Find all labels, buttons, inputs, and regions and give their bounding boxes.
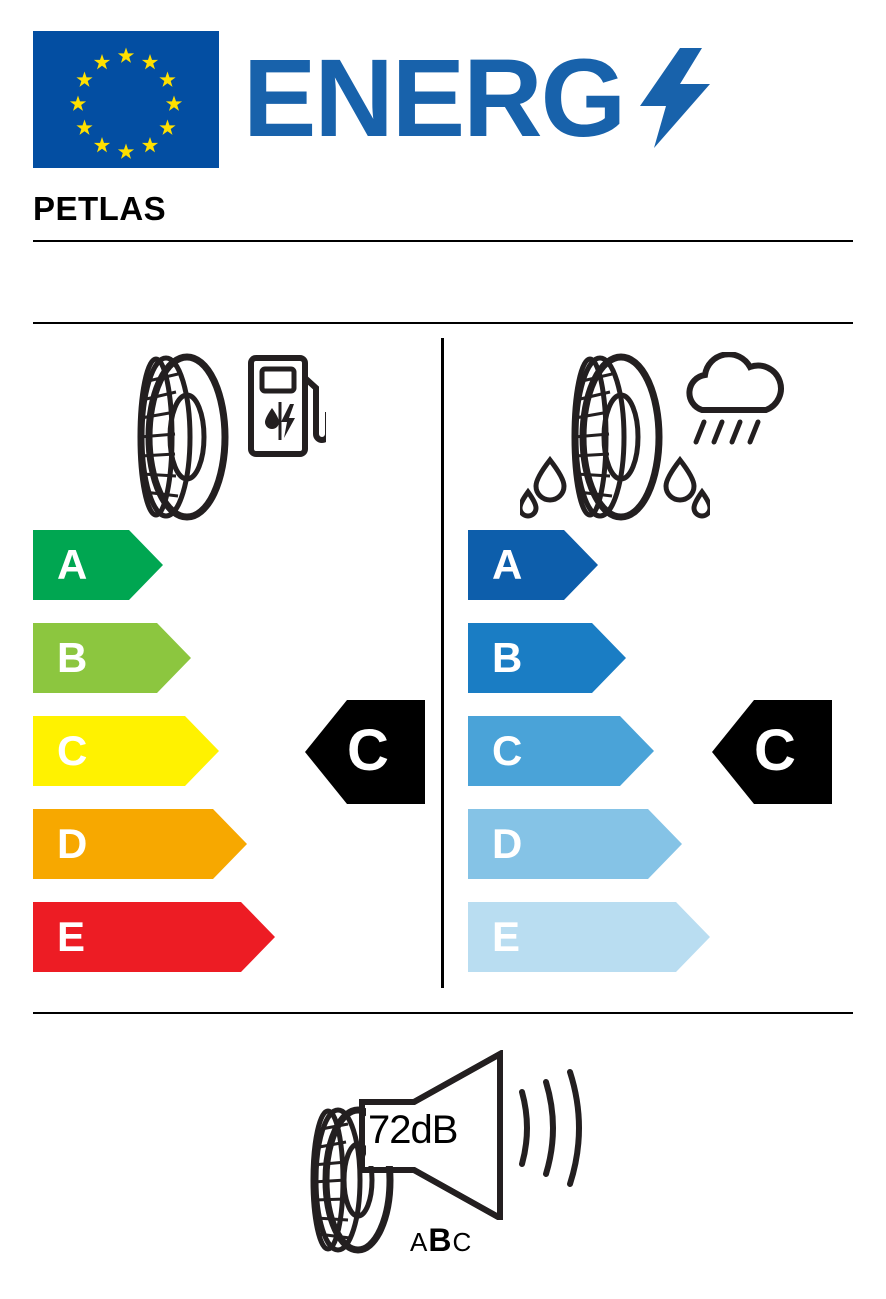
grade-letter: B	[492, 634, 523, 681]
marker-letter: C	[754, 718, 796, 783]
grade-arrow-shape	[468, 530, 598, 600]
grade-arrow-shape	[33, 530, 163, 600]
noise-class-b: B	[428, 1222, 453, 1258]
grade-letter: A	[57, 541, 88, 588]
fuel-grade-e	[33, 902, 275, 972]
wet-grade-a	[468, 530, 598, 600]
fuel-grade-a	[33, 530, 163, 600]
grade-letter: E	[57, 913, 86, 960]
lightning-bolt-icon	[640, 48, 710, 148]
marker-letter: C	[347, 718, 389, 783]
brand-name: PETLAS	[33, 190, 167, 227]
rain-cloud-icon	[678, 352, 788, 462]
noise-class-a: A	[410, 1227, 429, 1257]
wet-grade-d	[468, 809, 682, 879]
fuel-grade-d	[33, 809, 247, 879]
grade-letter: C	[57, 727, 88, 774]
tire-icon	[122, 352, 252, 522]
grade-letter: E	[492, 913, 521, 960]
divider-noise	[33, 1012, 853, 1014]
fuel-grade-c	[33, 716, 219, 786]
fuel-efficiency-selected-marker	[305, 700, 425, 804]
grade-letter: B	[57, 634, 88, 681]
fuel-grade-b	[33, 623, 191, 693]
wet-grip-selected-marker	[712, 700, 832, 804]
wet-grade-b	[468, 623, 626, 693]
grade-letter: D	[492, 820, 523, 867]
sound-waves-icon	[512, 1068, 590, 1188]
wet-grade-c	[468, 716, 654, 786]
fuel-pump-icon	[248, 352, 326, 462]
noise-class-c: C	[452, 1227, 473, 1257]
grade-letter: D	[57, 820, 88, 867]
eu-flag	[33, 31, 219, 168]
eu-stars-icon	[33, 31, 219, 168]
grade-letter: A	[492, 541, 523, 588]
noise-class-scale	[410, 1222, 472, 1259]
divider-top	[33, 240, 853, 242]
wet-grade-e	[468, 902, 710, 972]
divider-vertical	[441, 338, 444, 988]
grade-letter: C	[492, 727, 523, 774]
energy-wordmark: ENERG	[243, 37, 625, 160]
noise-value: 72dB	[368, 1108, 458, 1152]
divider-second	[33, 322, 853, 324]
